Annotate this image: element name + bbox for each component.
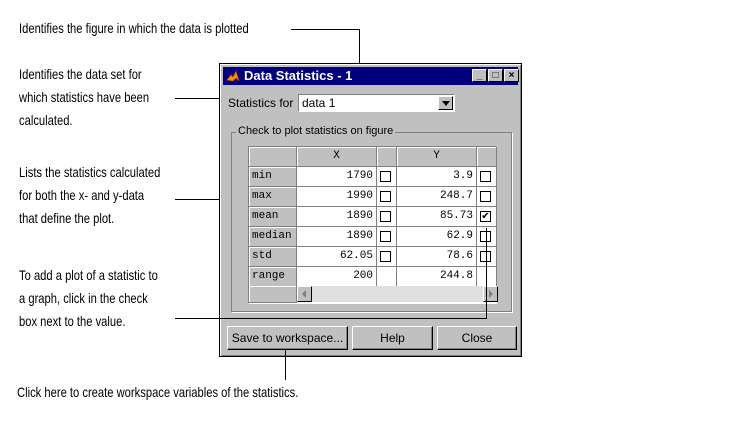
checkbox-y-min[interactable] (480, 171, 491, 182)
row-label-range: range (249, 267, 297, 287)
annotation-dataset-line1: Identifies the data set for (19, 66, 142, 82)
help-button[interactable]: Help (352, 326, 433, 350)
checkbox-x-std[interactable] (380, 251, 391, 262)
row-label-max: max (249, 187, 297, 207)
close-icon: × (508, 70, 515, 81)
scrollbar-corner (249, 286, 297, 303)
minimize-icon: _ (476, 70, 483, 81)
checkbox-y-mean[interactable] (480, 211, 491, 222)
column-header-x-check (377, 147, 397, 167)
close-button[interactable]: Close (437, 326, 517, 350)
value-y-mean: 85.73 (397, 207, 477, 227)
dataset-dropdown-button[interactable] (438, 96, 453, 110)
arrow-left-icon (302, 290, 306, 298)
title-bar[interactable] (223, 67, 518, 85)
annotation-plot-line2: a graph, click in the check (19, 290, 148, 306)
value-x-std: 62.05 (297, 247, 377, 267)
annotation-dataset-line3: calculated. (19, 112, 73, 128)
checkbox-cell-x-min (377, 167, 397, 187)
callout-line-workspace (285, 350, 286, 380)
empty-cell-x-range (377, 267, 397, 287)
annotation-stats-line1: Lists the statistics calculated (19, 164, 161, 180)
column-header-y-check (477, 147, 497, 167)
checkbox-cell-y-mean (477, 207, 497, 227)
row-label-mean: mean (249, 207, 297, 227)
checkbox-x-median[interactable] (380, 231, 391, 242)
annotation-workspace: Click here to create workspace variables of the statistics. (17, 384, 299, 400)
plot-statistics-group-title: Check to plot statistics on figure (238, 125, 394, 137)
value-y-std: 78.6 (397, 247, 477, 267)
value-x-range: 200 (297, 267, 377, 287)
table-corner-header (249, 147, 297, 167)
arrow-right-icon (489, 290, 493, 298)
checkbox-y-max[interactable] (480, 191, 491, 202)
callout-line-plot (175, 318, 486, 319)
value-y-range: 244.8 (397, 267, 477, 287)
checkbox-cell-y-median (477, 227, 497, 247)
empty-cell-y-range (477, 267, 497, 287)
value-y-max: 248.7 (397, 187, 477, 207)
annotation-plot-line1: To add a plot of a statistic to (19, 267, 158, 283)
value-y-min: 3.9 (397, 167, 477, 187)
column-header-y: Y (397, 147, 477, 167)
value-y-median: 62.9 (397, 227, 477, 247)
checkbox-x-min[interactable] (380, 171, 391, 182)
maximize-button[interactable] (488, 69, 503, 82)
callout-line-figure (291, 29, 360, 30)
checkmark-icon: ✔ (481, 211, 490, 222)
chevron-down-icon (442, 101, 450, 106)
callout-line-figure-vertical (359, 29, 360, 63)
data-statistics-window (219, 63, 522, 357)
minimize-button[interactable] (472, 69, 487, 82)
window-title: Data Statistics - 1 (244, 68, 353, 83)
annotation-dataset-line2: which statistics have been (19, 89, 150, 105)
annotation-dataset (19, 63, 149, 132)
column-header-x: X (297, 147, 377, 167)
checkbox-cell-x-std (377, 247, 397, 267)
dataset-select[interactable] (298, 94, 455, 112)
checkbox-cell-y-max (477, 187, 497, 207)
callout-line-plot-vertical (486, 228, 487, 319)
statistics-for-label: Statistics for (228, 96, 294, 110)
checkbox-cell-y-min (477, 167, 497, 187)
maximize-icon: □ (492, 70, 499, 81)
annotation-stats (19, 161, 160, 230)
value-x-mean: 1890 (297, 207, 377, 227)
scroll-left-button[interactable] (297, 286, 312, 302)
checkbox-cell-x-mean (377, 207, 397, 227)
value-x-max: 1990 (297, 187, 377, 207)
checkbox-cell-y-std (477, 247, 497, 267)
annotation-figure: Identifies the figure in which the data is plotted (19, 20, 249, 36)
value-x-min: 1790 (297, 167, 377, 187)
save-to-workspace-button[interactable]: Save to workspace... (227, 326, 348, 350)
horizontal-scrollbar[interactable] (297, 286, 498, 302)
close-window-button[interactable] (504, 69, 519, 82)
annotation-stats-line2: for both the x- and y-data (19, 187, 145, 203)
checkbox-cell-x-median (377, 227, 397, 247)
annotation-plot (19, 264, 158, 333)
callout-line-dataset (175, 98, 225, 99)
row-label-std: std (249, 247, 297, 267)
matlab-logo-icon (226, 69, 240, 83)
row-label-median: median (249, 227, 297, 247)
checkbox-x-mean[interactable] (380, 211, 391, 222)
dataset-select-value: data 1 (302, 96, 336, 110)
checkbox-x-max[interactable] (380, 191, 391, 202)
checkbox-cell-x-max (377, 187, 397, 207)
row-label-min: min (249, 167, 297, 187)
value-x-median: 1890 (297, 227, 377, 247)
annotation-stats-line3: that define the plot. (19, 210, 115, 226)
statistics-table (248, 146, 497, 304)
annotation-plot-line3: box next to the value. (19, 313, 126, 329)
